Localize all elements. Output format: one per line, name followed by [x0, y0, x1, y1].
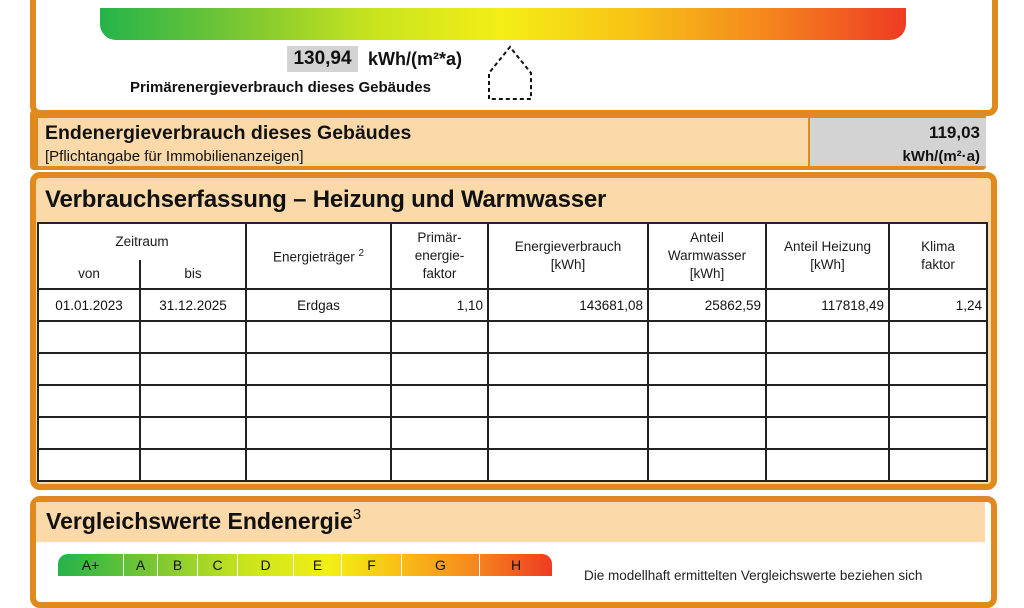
table-row-empty [38, 385, 987, 417]
empty-cell [140, 449, 246, 481]
empty-cell [391, 417, 488, 449]
empty-cell [391, 353, 488, 385]
comparison-title-note: 3 [352, 506, 362, 523]
empty-cell [889, 417, 987, 449]
consumption-table [37, 222, 988, 482]
empty-cell [488, 353, 648, 385]
empty-cell [38, 321, 140, 353]
empty-cell [391, 385, 488, 417]
empty-cell [889, 321, 987, 353]
empty-cell [488, 449, 648, 481]
empty-cell [38, 353, 140, 385]
empty-cell [766, 417, 889, 449]
empty-cell [391, 321, 488, 353]
empty-cell [140, 353, 246, 385]
final-energy-value: 119,03 [928, 123, 980, 142]
empty-cell [648, 353, 766, 385]
empty-cell [889, 353, 987, 385]
empty-cell [246, 321, 391, 353]
cell-primary-factor: 1,10 [391, 289, 488, 321]
header-hot-water-label: Anteil Warmwasser [kWh] [667, 230, 747, 281]
cell-climate: 1,24 [889, 289, 987, 321]
header-primary-factor-label: Primär-energie-faktor [414, 230, 465, 281]
class-label: C [198, 554, 238, 576]
header-primary-factor [391, 223, 488, 289]
table-row [38, 289, 987, 321]
table-row-empty [38, 417, 987, 449]
empty-cell [889, 449, 987, 481]
consumption-table-wrap [37, 222, 986, 481]
empty-cell [889, 385, 987, 417]
primary-energy-value: 130,94 [287, 46, 358, 72]
header-carrier-note: 2 [358, 248, 365, 260]
header-from: von [38, 260, 140, 289]
cell-energy-use: 143681,08 [488, 289, 648, 321]
empty-cell [488, 385, 648, 417]
empty-cell [766, 449, 889, 481]
empty-cell [766, 353, 889, 385]
table-row-empty [38, 353, 987, 385]
comparison-title [46, 508, 361, 535]
header-heating [766, 223, 889, 289]
header-hot-water [648, 223, 766, 289]
header-energy-use-label: Energieverbrauch [kWh] [514, 239, 622, 272]
empty-cell [140, 321, 246, 353]
final-energy-unit: kWh/(m²·a) [902, 148, 980, 165]
empty-cell [648, 417, 766, 449]
comparison-description: Die modellhaft ermittelten Vergleichswerte beziehen sich [584, 568, 923, 583]
primary-energy-caption: Primärenergieverbrauch dieses Gebäudes [130, 79, 431, 96]
house-marker-icon [483, 43, 537, 110]
class-label: G [402, 554, 480, 576]
empty-cell [38, 385, 140, 417]
header-to: bis [140, 260, 246, 289]
class-label: F [342, 554, 402, 576]
class-label: A [124, 554, 158, 576]
class-label: B [158, 554, 198, 576]
header-period: Zeitraum [38, 223, 246, 260]
header-heating-label: Anteil Heizung [kWh] [783, 239, 872, 272]
empty-cell [648, 385, 766, 417]
empty-cell [140, 417, 246, 449]
empty-cell [766, 385, 889, 417]
empty-cell [488, 417, 648, 449]
class-label: H [510, 557, 522, 573]
primary-energy-unit: kWh/(m²*a) [368, 49, 462, 69]
empty-cell [246, 353, 391, 385]
consumption-title: Verbrauchserfassung – Heizung und Warmwasser [45, 186, 607, 213]
empty-cell [246, 417, 391, 449]
class-label: A+ [58, 554, 124, 576]
empty-cell [38, 417, 140, 449]
class-label: D [238, 554, 294, 576]
empty-cell [766, 321, 889, 353]
comparison-title-text: Vergleichswerte Endenergie [46, 508, 353, 534]
empty-cell [648, 321, 766, 353]
header-energy-use [488, 223, 648, 289]
class-label: E [294, 554, 342, 576]
empty-cell [246, 449, 391, 481]
header-carrier [246, 223, 391, 289]
empty-cell [648, 449, 766, 481]
table-row-empty [38, 449, 987, 481]
final-energy-subtitle: [Pflichtangabe für Immobilienanzeigen] [45, 148, 304, 165]
cell-from: 01.01.2023 [38, 289, 140, 321]
cell-carrier: Erdgas [246, 289, 391, 321]
empty-cell [140, 385, 246, 417]
empty-cell [488, 321, 648, 353]
header-carrier-label: Energieträger [272, 249, 355, 265]
empty-cell [391, 449, 488, 481]
cell-to: 31.12.2025 [140, 289, 246, 321]
final-energy-title: Endenergieverbrauch dieses Gebäudes [45, 122, 412, 144]
header-climate-label: Klima faktor [921, 239, 955, 272]
efficiency-class-bar [58, 554, 552, 576]
empty-cell [38, 449, 140, 481]
empty-cell [246, 385, 391, 417]
header-climate [889, 223, 987, 289]
cell-heating: 117818,49 [766, 289, 889, 321]
table-row-empty [38, 321, 987, 353]
cell-hot-water: 25862,59 [648, 289, 766, 321]
energy-scale-bar [100, 8, 906, 40]
